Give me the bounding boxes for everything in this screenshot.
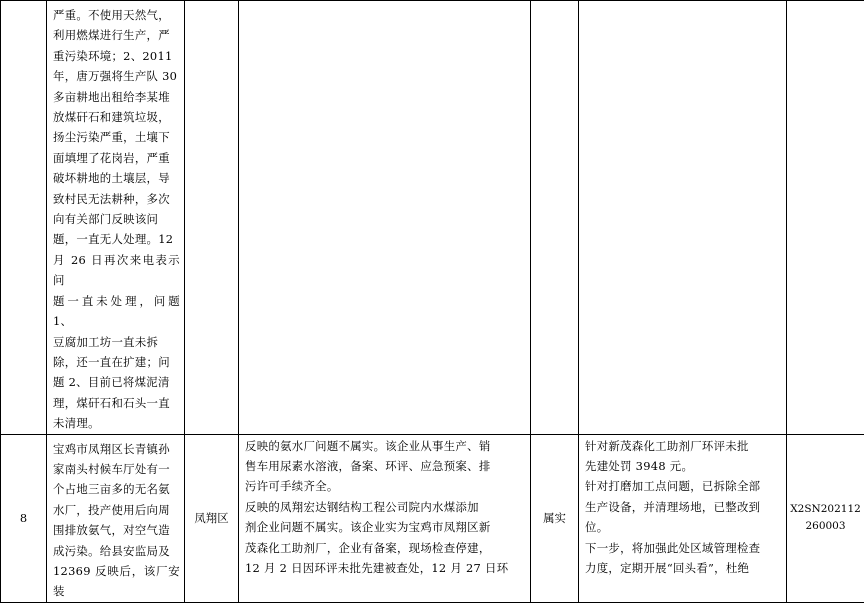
investigation-cell bbox=[239, 434, 531, 602]
table-row bbox=[1, 1, 864, 435]
result-text bbox=[579, 1, 786, 2]
table-row bbox=[1, 434, 864, 602]
case-code-cell bbox=[787, 1, 864, 435]
verdict-cell bbox=[531, 1, 579, 435]
complaint-description-cell bbox=[47, 1, 185, 435]
row-number-cell: 8 bbox=[1, 434, 47, 602]
case-code-cell bbox=[787, 434, 864, 602]
investigation-cell bbox=[239, 1, 531, 435]
verdict-cell: 属实 bbox=[531, 434, 579, 602]
investigation-text bbox=[239, 1, 530, 2]
result-text: 针对新茂森化工助剂厂环评未批 先建处罚 3948 元。 针对打磨加工点问题，已拆除全部 生产设备，并清理场地，已整改到 位。 下一步，将加强此处区域管理检查 力度，定期开展“回头看”，杜绝 bbox=[579, 435, 786, 579]
investigation-text: 反映的氨水厂问题不属实。该企业从事生产、销 售车用尿素水溶液，备案、环评、应急预案、排 污许可手续齐全。 反映的凤翔宏达钢结构工程公司院内水煤添加 剂企业问题不属实。该企业实为宝鸡市凤翔区新 茂森化工助剂厂，企业有备案，现场检查停建， 12 月 2 日因环评未批先建被查处，12 月 27 日环 bbox=[239, 435, 530, 579]
district-cell bbox=[185, 1, 239, 435]
case-code-line-2: 260003 bbox=[787, 518, 864, 535]
district-cell: 凤翔区 bbox=[185, 434, 239, 602]
result-cell bbox=[579, 434, 787, 602]
complaint-description-text: 宝鸡市凤翔区长青镇孙 家南头村候车厅处有一 个占地三亩多的无名氨 水厂，投产使用后向周 围排放氨气，对空气造 成污染。给县安监局及 12369 反映后，该厂安装 bbox=[47, 435, 184, 602]
complaint-description-text: 严重。不使用天然气， 利用燃煤进行生产，严 重污染环境；2、2011 年，唐万强将生产队 30 多亩耕地出租给李某堆 放煤矸石和建筑垃圾， 扬尘污染严重，土壤下 面填埋了花岗岩，严重 破坏耕地的土壤层，导 致村民无法耕种，多次 向有关部门反映该问 题，一直无人处理。12 月 26 日再次来电表示问 题一直未处理，问题 1、 豆腐加工坊一直未拆 除，还一直在扩建；问 题 2、目前已将煤泥清 理，煤矸石和石头一直 未清理。 bbox=[47, 1, 184, 434]
case-code-line-1: X2SN202112 bbox=[787, 501, 864, 518]
complaint-description-cell bbox=[47, 434, 185, 602]
row-number-cell bbox=[1, 1, 47, 435]
result-cell bbox=[579, 1, 787, 435]
